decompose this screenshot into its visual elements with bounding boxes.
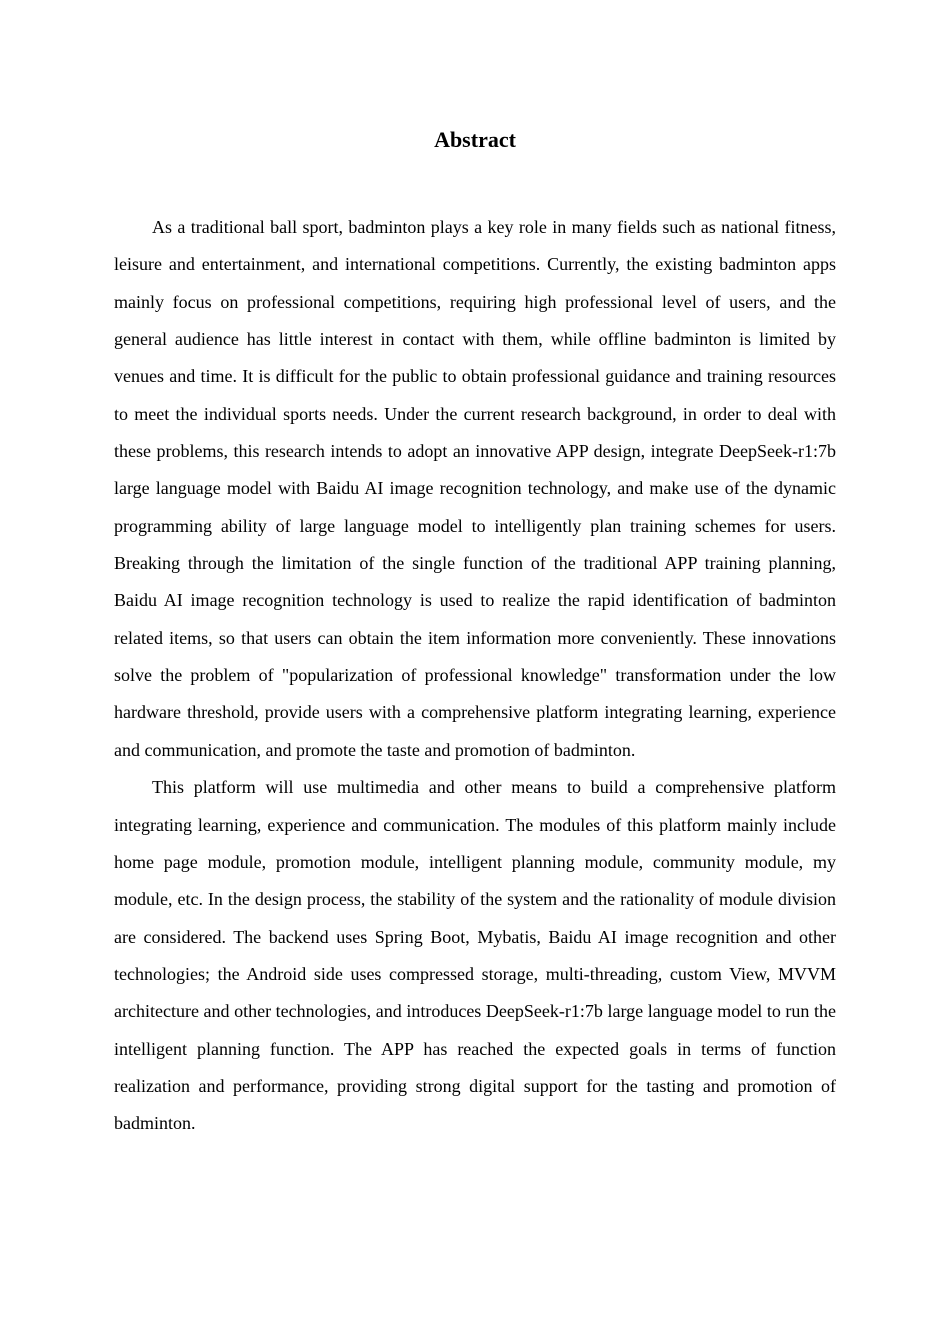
- abstract-body: [114, 209, 836, 1143]
- abstract-paragraph-1: As a traditional ball sport, badminton plays a key role in many fields such as national fitness, leisure and entertainment, and international competitions. Currently, the existing badminton apps mainly focus on professional competitions, requiring high professional level of users, and the general audience has little interest in contact with them, while offline badminton is limited by venues and time. It is difficult for the public to obtain professional guidance and training resources to meet the individual sports needs. Under the current research background, in order to deal with these problems, this research intends to adopt an innovative APP design, integrate DeepSeek-r1:7b large language model with Baidu AI image recognition technology, and make use of the dynamic programming ability of large language model to intelligently plan training schemes for users. Breaking through the limitation of the single function of the traditional APP training planning, Baidu AI image recognition technology is used to realize the rapid identification of badminton related items, so that users can obtain the item information more conveniently. These innovations solve the problem of "popularization of professional knowledge" transformation under the low hardware threshold, provide users with a comprehensive platform integrating learning, experience and communication, and promote the taste and promotion of badminton.: [114, 217, 836, 760]
- abstract-paragraph-2: This platform will use multimedia and other means to build a comprehensive platform integrating learning, experience and communication. The modules of this platform mainly include home page module, promotion module, intelligent planning module, community module, my module, etc. In the design process, the stability of the system and the rationality of module division are considered. The backend uses Spring Boot, Mybatis, Baidu AI image recognition and other technologies; the Android side uses compressed storage, multi-threading, custom View, MVVM architecture and other technologies, and introduces DeepSeek-r1:7b large language model to run the intelligent planning function. The APP has reached the expected goals in terms of function realization and performance, providing strong digital support for the tasting and promotion of badminton.: [114, 777, 836, 1134]
- abstract-title: Abstract: [434, 127, 516, 152]
